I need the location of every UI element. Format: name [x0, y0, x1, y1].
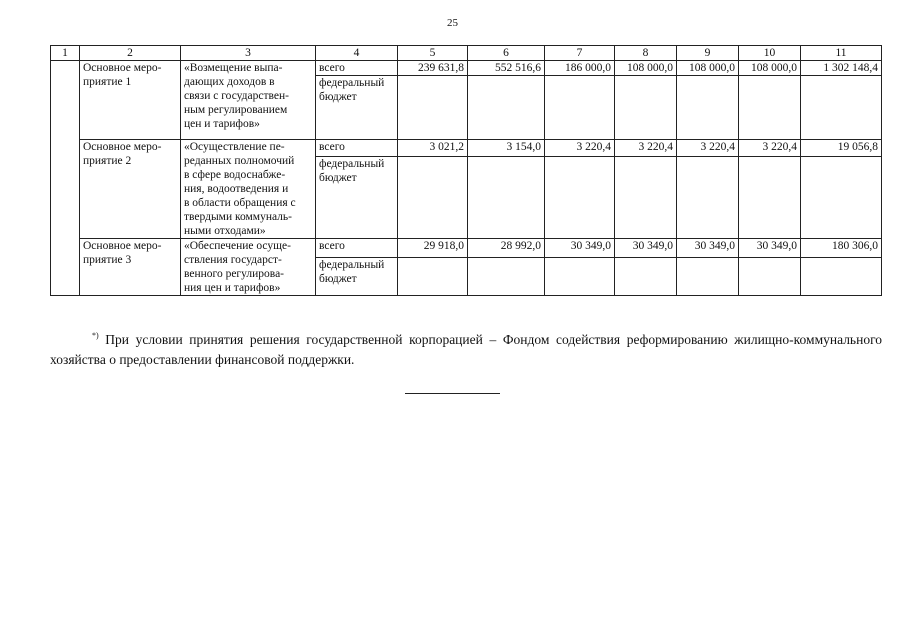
amount-cell — [677, 157, 739, 239]
column-header: 7 — [545, 46, 615, 61]
amount-cell — [398, 157, 468, 239]
amount-cell: 19 056,8 — [801, 140, 882, 157]
column-header: 8 — [615, 46, 677, 61]
amount-cell: 1 302 148,4 — [801, 61, 882, 76]
amount-cell: 30 349,0 — [739, 239, 801, 258]
amount-cell — [615, 76, 677, 140]
amount-cell: 30 349,0 — [615, 239, 677, 258]
amount-cell: 3 154,0 — [468, 140, 545, 157]
amount-cell: 108 000,0 — [677, 61, 739, 76]
column-header: 2 — [80, 46, 181, 61]
amount-cell: 108 000,0 — [739, 61, 801, 76]
event-name-cell: Основное меро- приятие 3 — [80, 239, 181, 296]
amount-cell — [545, 76, 615, 140]
amount-cell — [615, 258, 677, 296]
column-header: 9 — [677, 46, 739, 61]
amount-cell — [739, 76, 801, 140]
amount-cell — [801, 157, 882, 239]
amount-cell — [739, 258, 801, 296]
event-description-cell: «Осуществление пе- реданных полномочий в сфере водоснабже- ния, водоотведения и в области обращения с твердыми коммуналь- ными отходами» — [181, 140, 316, 239]
amount-cell — [677, 76, 739, 140]
column-header: 11 — [801, 46, 882, 61]
column-header: 3 — [181, 46, 316, 61]
amount-cell — [468, 157, 545, 239]
footnote-text: При условии принятия решения государственной корпорацией – Фондом содействия реформированию жилищно-коммунального хозяйства о предоставлении финансовой поддержки. — [50, 332, 883, 367]
footnote-marker: *) — [92, 331, 99, 340]
column-header: 6 — [468, 46, 545, 61]
funding-source-cell: всего — [316, 61, 398, 76]
amount-cell: 30 349,0 — [545, 239, 615, 258]
column-header: 4 — [316, 46, 398, 61]
amount-cell — [398, 258, 468, 296]
table-row — [51, 239, 882, 258]
column-header: 5 — [398, 46, 468, 61]
amount-cell: 180 306,0 — [801, 239, 882, 258]
budget-table — [50, 45, 882, 296]
amount-cell: 28 992,0 — [468, 239, 545, 258]
amount-cell: 3 220,4 — [677, 140, 739, 157]
event-name-cell: Основное меро- приятие 2 — [80, 140, 181, 239]
amount-cell: 239 631,8 — [398, 61, 468, 76]
amount-cell — [739, 157, 801, 239]
funding-source-cell: федеральный бюджет — [316, 157, 398, 239]
funding-source-cell: всего — [316, 239, 398, 258]
funding-source-cell: федеральный бюджет — [316, 76, 398, 140]
amount-cell: 186 000,0 — [545, 61, 615, 76]
amount-cell — [468, 258, 545, 296]
amount-cell: 30 349,0 — [677, 239, 739, 258]
amount-cell: 3 220,4 — [739, 140, 801, 157]
row-number-cell — [51, 61, 80, 296]
amount-cell: 3 021,2 — [398, 140, 468, 157]
table-row — [51, 61, 882, 76]
amount-cell: 3 220,4 — [545, 140, 615, 157]
amount-cell: 552 516,6 — [468, 61, 545, 76]
amount-cell: 29 918,0 — [398, 239, 468, 258]
event-name-cell: Основное меро- приятие 1 — [80, 61, 181, 140]
footnote — [50, 326, 882, 370]
amount-cell — [677, 258, 739, 296]
table-row — [51, 140, 882, 157]
amount-cell — [801, 76, 882, 140]
column-header: 1 — [51, 46, 80, 61]
event-description-cell: «Обеспечение осуще- ствления государст- венного регулирова- ния цен и тарифов» — [181, 239, 316, 296]
event-description-cell: «Возмещение выпа- дающих доходов в связи с государствен- ным регулированием цен и тарифов» — [181, 61, 316, 140]
page-number: 25 — [447, 17, 458, 29]
amount-cell — [615, 157, 677, 239]
funding-source-cell: всего — [316, 140, 398, 157]
amount-cell — [801, 258, 882, 296]
table-body — [51, 61, 882, 296]
amount-cell: 3 220,4 — [615, 140, 677, 157]
header-row — [51, 46, 882, 61]
column-header: 10 — [739, 46, 801, 61]
amount-cell — [468, 76, 545, 140]
amount-cell: 108 000,0 — [615, 61, 677, 76]
funding-source-cell: федеральный бюджет — [316, 258, 398, 296]
divider-line — [405, 393, 500, 394]
amount-cell — [545, 157, 615, 239]
amount-cell — [398, 76, 468, 140]
amount-cell — [545, 258, 615, 296]
